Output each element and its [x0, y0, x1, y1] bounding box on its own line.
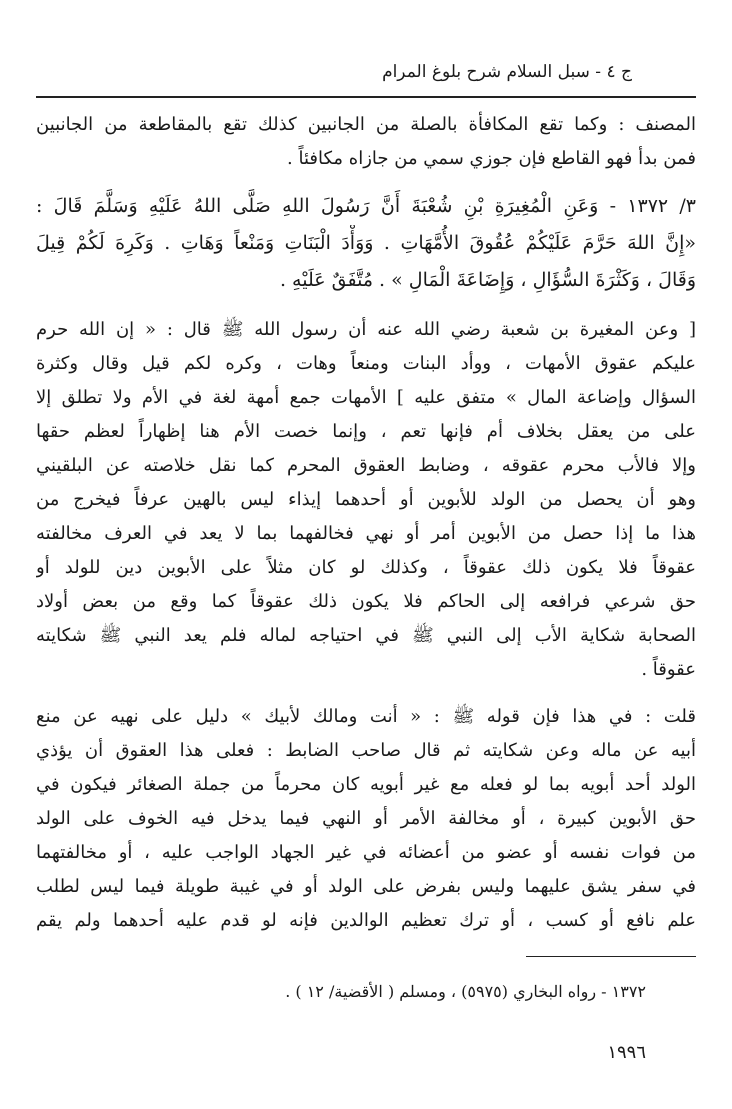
commentary-line: حق شرعي فرافعه إلى الحاكم فلا يكون ذلك عقوقاً كما وقع من بعض أولاد — [36, 591, 696, 612]
commentary-line: على من يعقل بخلاف أم فإنها تعم ، وإنما خصت الأم هنا إظهاراً لعظم حقها — [36, 421, 696, 442]
commentary-paragraph-2 — [36, 700, 696, 938]
running-title: ج ٤ - سبل السلام شرح بلوغ المرام — [382, 62, 632, 82]
commentary-line: الولد أحد أبويه بما لو فعله مع غير أبويه كان محرماً من جملة الصغائر فيكون في — [36, 774, 696, 795]
hadith-line: ٣/ ١٣٧٢ - وَعَنِ الْمُغِيرَةِ بْنِ شُعْبَةَ أَنَّ رَسُولَ اللهِ صَلَّى اللهُ عَلَيْهِ وَسَلَّمَ قَالَ : — [36, 195, 696, 217]
commentary-line: من فوات نفسه أو عضو من أعضائه في غير الجهاد الواجب عليه ، أو مخالفتهما — [36, 842, 696, 863]
commentary-paragraph-1 — [36, 313, 696, 687]
intro-paragraph — [36, 108, 696, 176]
commentary-line: وهو أن يحصل من الولد للأبوين أو أحدهما إيذاء ليس بالهين عرفاً فيخرج من — [36, 489, 696, 510]
commentary-line: حق الأبوين كبيرة ، أو مخالفة الأمر أو النهي فيما يدخل فيه الخوف على الولد — [36, 808, 696, 829]
hadith-line: «إِنَّ اللهَ حَرَّمَ عَلَيْكُمْ عُقُوقَ الأُمَّهَاتِ . وَوَأْدَ الْبَنَاتِ وَمَنْعاً وَهَاتِ . وَكَرِهَ لَكُمْ قِيلَ — [36, 232, 696, 254]
commentary-line: هذا ما إذا حصل من الأبوين أمر أو نهي فخالفهما بما لا يعد في العرف مخالفته — [36, 523, 696, 544]
running-head — [72, 62, 632, 82]
footnote-text: ١٣٧٢ - رواه البخاري (٥٩٧٥) ، ومسلم ( الأقضية/ ١٢ ) . — [285, 982, 646, 1001]
commentary-line: الصحابة شكاية الأب إلى النبي ﷺ في احتياجه لماله فلم يعد النبي ﷺ شكايته — [36, 625, 696, 646]
commentary-line: أبيه عن ماله وعن شكايته ثم قال صاحب الضابط : فعلى هذا العقوق أن يؤذي — [36, 740, 696, 761]
footnote-rule — [526, 956, 696, 957]
intro-line: المصنف : وكما تقع المكافأة بالصلة من الجانبين كذلك تقع بالمقاطعة من الجانبين — [36, 114, 696, 135]
commentary-line: عقوقاً . — [641, 659, 696, 680]
commentary-line: عليكم عقوق الأمهات ، ووأد البنات ومنعاً وهات ، وكره لكم قيل وقال وكثرة — [36, 353, 696, 374]
commentary-line: [ وعن المغيرة بن شعبة رضي الله عنه أن رسول الله ﷺ قال : « إن الله حرم — [36, 319, 696, 340]
commentary-line: السؤال وإضاعة المال » متفق عليه ] الأمهات جمع أمهة لغة في الأم ولا تطلق إلا — [36, 387, 696, 408]
commentary-line: وإلا فالأب محرم عقوقه ، وضابط العقوق المحرم كما نقل خلاصته عن البلقيني — [36, 455, 696, 476]
hadith-text — [36, 188, 696, 299]
commentary-line: في سفر يشق عليهما وليس بفرض على الولد أو في غيبة طويلة فيما ليس لطلب — [36, 876, 696, 897]
header-rule — [36, 96, 696, 98]
commentary-line: عقوقاً فلا يكون ذلك عقوقاً ، وكذلك لو كان مثلاً على الأبوين دين للولد أو — [36, 557, 696, 578]
intro-line: فمن بدأ فهو القاطع فإن جوزي سمي من جازاه مكافئاً . — [287, 148, 696, 169]
hadith-line: وَقَالَ ، وَكَثْرَةَ السُّؤَالِ ، وَإِضَاعَةَ الْمَالِ » . مُتَّفَقٌ عَلَيْهِ . — [279, 269, 696, 291]
page-number: ١٩٩٦ — [607, 1042, 646, 1063]
commentary-line: علم نافع أو كسب ، أو ترك تعظيم الوالدين فإنه لو قدم عليه أحدهما ولم يقم — [36, 910, 696, 931]
commentary-line: قلت : في هذا فإن قوله ﷺ : « أنت ومالك لأبيك » دليل على نهيه عن منع — [36, 706, 696, 727]
footnote — [46, 982, 646, 1001]
